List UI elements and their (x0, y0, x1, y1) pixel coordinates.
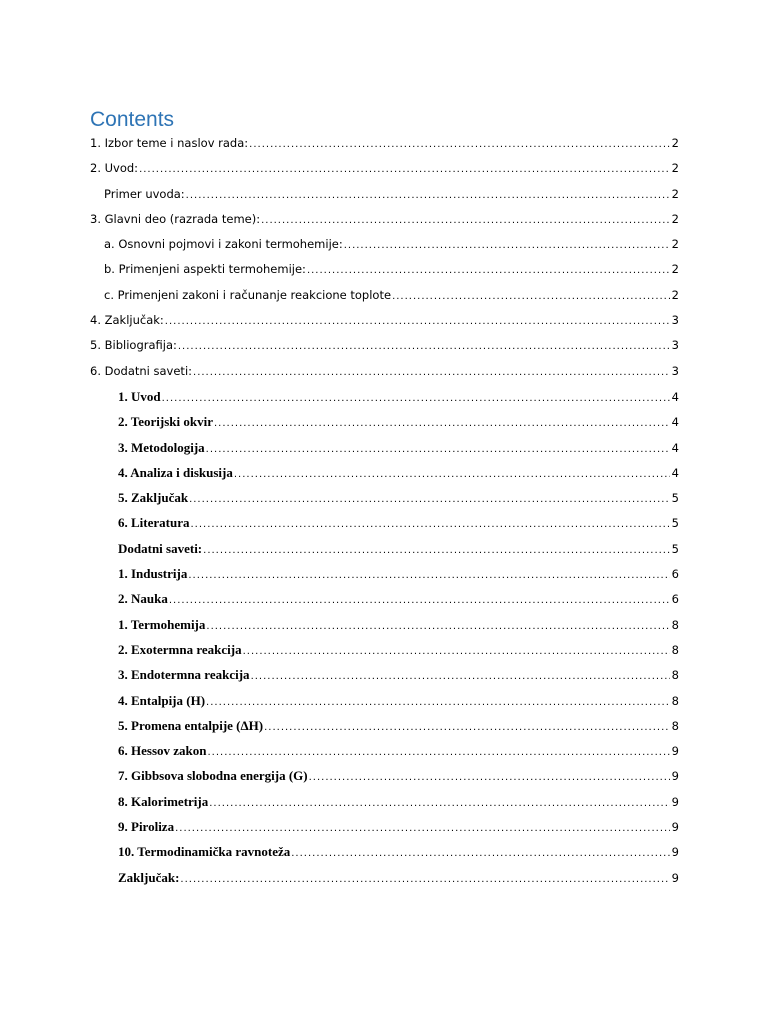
toc-entry-page-number: 2 (671, 211, 679, 226)
toc-item (90, 359, 679, 384)
toc-entry-page-number: 9 (671, 845, 679, 860)
toc-item (90, 485, 679, 510)
toc-entry-page-number: 2 (671, 287, 679, 302)
dot-leader (206, 437, 670, 462)
toc-entry-label: 1. Izbor teme i naslov rada: (90, 136, 249, 150)
dot-leader (165, 309, 670, 334)
toc-entry-label: b. Primenjeni aspekti termohemije: (104, 262, 306, 277)
toc-entry-page-number: 9 (671, 870, 679, 885)
toc-entry-page-number: 5 (671, 516, 679, 531)
toc-entry-label: 2. Nauka (118, 591, 168, 607)
toc-item (90, 232, 679, 257)
toc-item (90, 662, 679, 687)
toc-entry-label: 4. Entalpija (H) (118, 692, 206, 708)
toc-item (90, 182, 679, 207)
toc-item (90, 131, 679, 156)
toc-entry-page-number: 3 (671, 313, 679, 328)
dot-leader (392, 284, 670, 309)
toc-entry-link[interactable] (90, 308, 679, 333)
dot-leader (207, 740, 669, 765)
dot-leader (206, 614, 669, 639)
dot-leader (190, 512, 669, 537)
toc-entry-link[interactable] (90, 738, 679, 763)
toc-entry-link[interactable] (90, 586, 679, 611)
toc-entry-link[interactable] (90, 688, 679, 713)
dot-leader (264, 715, 670, 740)
toc-entry-page-number: 8 (671, 718, 679, 733)
toc-item (90, 612, 679, 637)
toc-entry-page-number: 4 (671, 465, 679, 480)
dot-leader (193, 360, 670, 385)
toc-entry-label: 1. Termohemija (118, 616, 206, 632)
toc-entry-link[interactable] (90, 637, 679, 662)
toc-entry-link[interactable] (90, 283, 679, 308)
toc-entry-label: 1. Industrija (118, 566, 188, 582)
toc-entry-link[interactable] (90, 435, 679, 460)
dot-leader (203, 538, 670, 563)
toc-entry-page-number: 9 (671, 794, 679, 809)
toc-item (90, 510, 679, 535)
toc-entry-page-number: 9 (671, 744, 679, 759)
toc-entry-link[interactable] (90, 384, 679, 409)
toc-item (90, 384, 679, 409)
toc-entry-link[interactable] (90, 536, 679, 561)
toc-item (90, 586, 679, 611)
toc-entry-label: 3. Endotermna reakcija (118, 667, 250, 683)
toc-entry-link[interactable] (90, 460, 679, 485)
dot-leader (209, 791, 669, 816)
toc-entry-link[interactable] (90, 359, 679, 384)
toc-item (90, 839, 679, 864)
toc-entry-label: 8. Kalorimetrija (118, 793, 209, 809)
toc-entry-link[interactable] (90, 612, 679, 637)
dot-leader (188, 563, 669, 588)
toc-item (90, 207, 679, 232)
toc-item (90, 789, 679, 814)
toc-item (90, 156, 679, 181)
toc-entry-label: 10. Termodinamička ravnoteža (118, 844, 291, 860)
toc-entry-link[interactable] (90, 713, 679, 738)
toc-entry-link[interactable] (90, 561, 679, 586)
toc-item (90, 536, 679, 561)
toc-entry-label: 2. Exotermna reakcija (118, 641, 242, 657)
toc-entry-label: a. Osnovni pojmovi i zakoni termohemije: (104, 237, 343, 252)
toc-entry-label: 6. Literatura (118, 515, 190, 531)
dot-leader (186, 183, 670, 208)
toc-item (90, 763, 679, 788)
toc-entry-link[interactable] (90, 232, 679, 257)
toc-entry-page-number: 2 (671, 136, 679, 150)
dot-leader (291, 841, 669, 866)
dot-leader (178, 334, 670, 359)
toc-entry-label: 1. Uvod (118, 388, 161, 404)
toc-entry-page-number: 2 (671, 161, 679, 176)
dot-leader (344, 233, 670, 258)
toc-entry-page-number: 3 (671, 338, 679, 353)
toc-entry-label: c. Primenjeni zakoni i računanje reakcione toplote (104, 287, 392, 302)
toc-item (90, 814, 679, 839)
toc-entry-label: 5. Bibliografija: (90, 338, 177, 353)
toc-entry-label: 3. Glavni deo (razrada teme): (90, 211, 261, 226)
toc-entry-link[interactable] (90, 409, 679, 434)
toc-entry-label: 4. Zaključak: (90, 313, 164, 328)
toc-entry-label: 5. Promena entalpije (ΔH) (118, 717, 264, 733)
toc-entry-page-number: 2 (671, 186, 679, 201)
toc-entry-label: 3. Metodologija (118, 439, 205, 455)
dot-leader (234, 462, 670, 487)
toc-entry-page-number: 8 (671, 668, 679, 683)
dot-leader (175, 816, 670, 841)
toc-entry-label: Primer uvoda: (104, 186, 185, 201)
toc-item (90, 637, 679, 662)
dot-leader (307, 258, 670, 283)
dot-leader (169, 588, 670, 613)
toc-entry-page-number: 8 (671, 642, 679, 657)
dot-leader (214, 411, 670, 436)
toc-item (90, 460, 679, 485)
toc-item (90, 865, 679, 890)
toc-title: Contents (90, 108, 175, 131)
toc-item (90, 738, 679, 763)
toc-entry-label: 9. Piroliza (118, 819, 175, 835)
toc-item (90, 435, 679, 460)
toc-entry-page-number: 8 (671, 693, 679, 708)
dot-leader (139, 157, 670, 182)
table-of-contents (90, 131, 679, 890)
toc-item (90, 257, 679, 282)
toc-entry-link[interactable] (90, 131, 679, 156)
toc-entry-link[interactable] (90, 182, 679, 207)
toc-entry-link[interactable] (90, 333, 679, 358)
toc-entry-link[interactable] (90, 662, 679, 687)
dot-leader (180, 867, 669, 892)
toc-entry-label: Zaključak: (118, 869, 180, 885)
toc-entry-page-number: 9 (671, 769, 679, 784)
toc-entry-page-number: 4 (671, 415, 679, 430)
toc-entry-page-number: 5 (671, 491, 679, 506)
toc-entry-page-number: 2 (671, 237, 679, 252)
toc-entry-link[interactable] (90, 763, 679, 788)
toc-entry-label: Dodatni saveti: (118, 540, 203, 556)
toc-entry-page-number: 3 (671, 363, 679, 378)
toc-item (90, 688, 679, 713)
toc-item (90, 333, 679, 358)
toc-entry-page-number: 8 (671, 617, 679, 632)
toc-entry-link[interactable] (90, 510, 679, 535)
dot-leader (249, 132, 670, 157)
toc-entry-label: 5. Zaključak (118, 490, 189, 506)
toc-entry-label: 6. Hessov zakon (118, 743, 207, 759)
toc-entry-link[interactable] (90, 257, 679, 282)
toc-entry-page-number: 4 (671, 389, 679, 404)
toc-item (90, 283, 679, 308)
toc-entry-label: 2. Uvod: (90, 161, 139, 176)
dot-leader (206, 690, 670, 715)
toc-entry-label: 6. Dodatni saveti: (90, 363, 193, 378)
toc-item (90, 713, 679, 738)
toc-entry-link[interactable] (90, 485, 679, 510)
dot-leader (189, 487, 670, 512)
toc-entry-page-number: 5 (671, 541, 679, 556)
toc-entry-label: 7. Gibbsova slobodna energija (G) (118, 768, 308, 784)
toc-entry-page-number: 9 (671, 820, 679, 835)
toc-entry-page-number: 4 (671, 440, 679, 455)
dot-leader (261, 208, 670, 233)
dot-leader (162, 386, 670, 411)
toc-entry-page-number: 2 (671, 262, 679, 277)
dot-leader (251, 664, 670, 689)
dot-leader (243, 639, 670, 664)
toc-entry-link[interactable] (90, 207, 679, 232)
toc-item (90, 308, 679, 333)
dot-leader (309, 765, 670, 790)
toc-entry-link[interactable] (90, 865, 679, 890)
toc-entry-link[interactable] (90, 789, 679, 814)
toc-item (90, 409, 679, 434)
toc-entry-page-number: 6 (671, 592, 679, 607)
toc-entry-label: 4. Analiza i diskusija (118, 464, 233, 480)
toc-entry-page-number: 6 (671, 567, 679, 582)
toc-item (90, 561, 679, 586)
toc-entry-link[interactable] (90, 814, 679, 839)
toc-entry-link[interactable] (90, 839, 679, 864)
toc-entry-link[interactable] (90, 156, 679, 181)
toc-entry-label: 2. Teorijski okvir (118, 414, 213, 430)
